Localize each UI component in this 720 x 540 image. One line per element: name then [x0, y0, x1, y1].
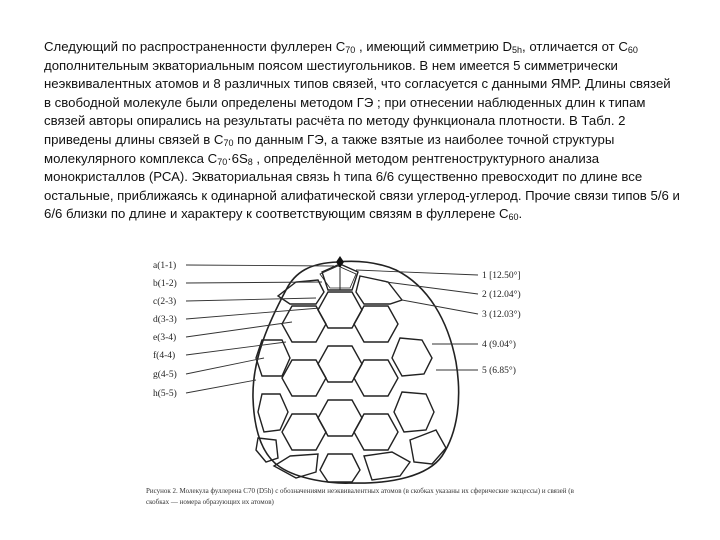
bond-label-c: c(2-3)	[153, 297, 177, 307]
atom-label-5: 5 (6.85°)	[482, 366, 516, 376]
atom-label-4: 4 (9.04°)	[482, 340, 516, 350]
paragraph-text: Следующий по распространенности фуллерен $С_{70}$ , имеющий симметрию $D_{5h}$, отличается от $С_{60}$ дополнительным экваториальным поясом шестиугольников. В нем имеется 5 симметрически неэквивалентных атомов и 8 различных типов связей, что согласуется с данными ЯМР. Длины связей в свободной молекуле были определены методом ГЭ ; при отнесении наблюденных длин к типам связей авторы опирались на результаты расчёта по методу функционала плотности. В Табл. 2 приведены длины связей в $С_{70}$ по данным ГЭ, а также взятые из наиболее точной структуры молекулярного комплекса $С_{70}\cdot 6S_8$ , определённой методом рентгеноструктурного анализа монокристаллов (РСА). Экваториальная связь h типа 6/6 существенно превосходит по длине все остальные, приближаясь к одинарной алифатической связи углерод-углерод. Прочие связи типов 5/6 и 6/6 близки по длине и характеру к соответствующим связям в фуллерене $С_{60}$.	[44, 39, 680, 223]
atom-label-2: 2 (12.04°)	[482, 290, 521, 300]
bond-leader-lines	[186, 265, 334, 393]
bond-label-b: b(1-2)	[153, 279, 177, 289]
bond-label-e: e(3-4)	[153, 333, 177, 343]
bond-label-a: a(1-1)	[153, 261, 177, 271]
bond-label-g: g(4-5)	[153, 370, 177, 380]
atom-labels	[482, 270, 521, 376]
bond-label-h: h(5-5)	[153, 389, 177, 399]
bond-label-d: d(3-3)	[153, 315, 177, 325]
bond-label-f: f(4-4)	[153, 351, 176, 361]
hexagon-network	[256, 264, 446, 482]
bond-labels	[153, 260, 177, 399]
atom-label-1: 1 [12.50°]	[482, 271, 521, 281]
figure-caption: Рисунок 2. Молекула фуллерена С70 (D5h) с обозначениями неэквивалентных атомов (в скобках указаны их сферические эксцессы) и связей (в скобках — номера образующих их атомов)	[146, 487, 574, 506]
atom-label-3: 3 (12.03°)	[482, 310, 521, 320]
